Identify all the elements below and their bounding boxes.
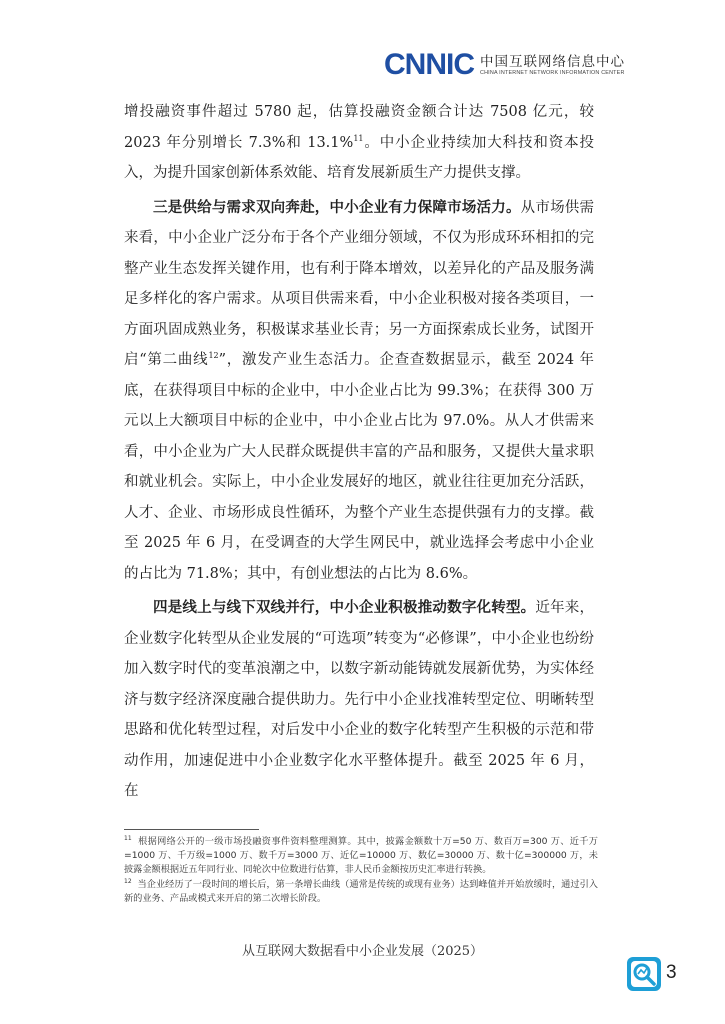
paragraph-2: 三是供给与需求双向奔赴，中小企业有力保障市场活力。从市场供需来看，中小企业广泛分布于各个产业细分领域，不仅为形成环环相扣的完整产业生态发挥关键作用，也有利于降本增效，以差异化的产品及服务满足多样化的客户需求。从项目供需来看，中小企业积极对接各类项目，一方面巩固成熟业务，积极谋求基业长青；另一方面探索成长业务，试图开启“第二曲线$^{12}$”，激发产业生态活力。企查查数据显示，截至 2024 年底，在获得项目中标的企业中，中小企业占比为 99.3%；在获得 300 万元以上大额项目中标的企业中，中小企业占比为 97.0%。从人才供需来看，中小企业为广大人民群众既提供丰富的产品和服务，又提供大量求职和就业机会。实际上，中小企业发展好的地区，就业往往更加充分活跃，人才、企业、市场形成良性循环，为整个产业生态提供强有力的支撑。截至 2025 年 6 月，在受调查的大学生网民中，就业选择会考虑中小企业的占比为 71.8%；其中，有创业想法的占比为 8.6%。 (124, 198, 594, 582)
logo-mark: CNNIC (384, 48, 474, 81)
footnote-11: $^{11}$ 根据网络公开的一级市场投融资事件资料整理测算。其中，披露金额数十万=50 万、数百万=300 万、近千万=1000 万、千万级=1000 万、数千万=3000 万、近亿=10000 万、数亿=30000 万、数十亿=300000 万，未披露金额根据近五年同行业、同轮次中位数进行估算，非人民币金额按历史汇率进行转换。 (124, 834, 598, 875)
footer-title: 从互联网大数据看中小企业发展（2025） (241, 944, 484, 959)
page-number: 3 (666, 962, 677, 983)
footnote-divider (124, 829, 259, 830)
footnote-ref-12[interactable]: 12 (208, 351, 219, 361)
footnote-12: $^{12}$ 当企业经历了一段时间的增长后，第一条增长曲线（通常是传统的或现有业务）达到峰值并开始放缓时，通过引入新的业务、产品或模式来开启的第二次增长阶段。 (124, 877, 598, 904)
paragraph-2-heading: 三是供给与需求双向奔赴，中小企业有力保障市场活力。 (153, 198, 521, 216)
body-text (124, 97, 594, 811)
paragraph-3-heading: 四是线上与线下双线并行，中小企业积极推动数字化转型。 (153, 599, 536, 616)
logo-english-name: CHINA INTERNET NETWORK INFORMATION CENTER (480, 69, 625, 76)
logo-chinese-name: 中国互联网络信息中心 (480, 53, 625, 70)
logo-text (480, 54, 625, 77)
footnote-ref-11[interactable]: 11 (353, 133, 364, 143)
cnnic-logo (384, 50, 625, 80)
paragraph-3: 四是线上与线下双线并行，中小企业积极推动数字化转型。近年来，企业数字化转型从企业发展的“可选项”转变为“必修课”，中小企业也纷纷加入数字时代的变革浪潮之中，以数字新动能铸就发展新优势，为实体经济与数字经济深度融合提供助力。先行中小企业找准转型定位、明晰转型思路和优化转型过程，对后发中小企业的数字化转型产生积极的示范和带动作用，加速促进中小企业数字化水平整体提升。截至 2025 年 6 月，在 (124, 599, 595, 799)
report-magnifier-icon (626, 956, 662, 992)
footnotes (124, 835, 598, 907)
paragraph-1: 增投融资事件超过 5780 起，估算投融资金额合计达 7508 亿元，较 2023 年分别增长 7.3%和 13.1%$^{11}$。中小企业持续加大科技和资本投入，为提升国家创新体系效能、培育发展新质生产力提供支撑。 (124, 104, 595, 181)
